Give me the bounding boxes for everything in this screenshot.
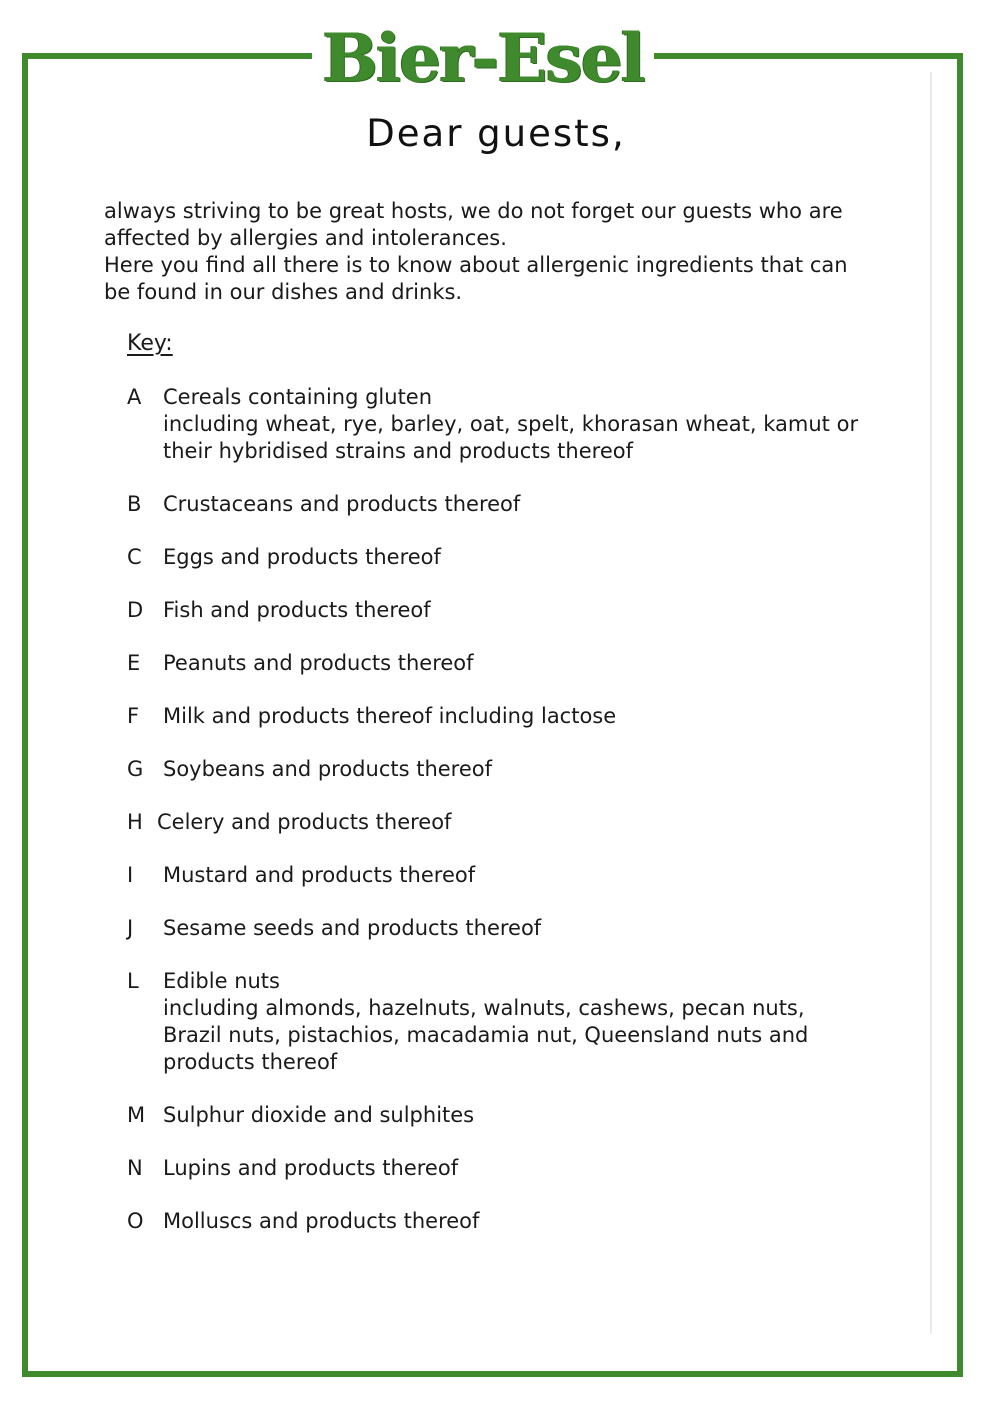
- brand-logo: Bier-Esel: [322, 19, 644, 97]
- intro-paragraph: [104, 198, 904, 306]
- allergen-item-j: [127, 915, 907, 942]
- allergen-item-h: [127, 809, 907, 836]
- allergen-title: Fish and products thereof: [163, 598, 431, 622]
- allergen-item-e: [127, 650, 907, 677]
- intro-line: always striving to be great hosts, we do not forget our guests who are: [104, 199, 843, 223]
- allergen-letter: C: [127, 545, 142, 569]
- allergen-letter: B: [127, 492, 142, 516]
- allergen-item-g: [127, 756, 907, 783]
- divider-line: [930, 72, 932, 1334]
- allergen-item-l: [127, 968, 907, 1076]
- allergen-detail: products thereof: [163, 1050, 338, 1074]
- intro-line: Here you find all there is to know about allergenic ingredients that can: [104, 253, 848, 277]
- allergen-title: Eggs and products thereof: [163, 545, 441, 569]
- allergen-letter: F: [127, 704, 140, 728]
- allergen-letter: I: [127, 863, 134, 887]
- allergen-detail: their hybridised strains and products thereof: [163, 439, 633, 463]
- allergen-item-o: [127, 1208, 907, 1235]
- allergen-detail: including wheat, rye, barley, oat, spelt, khorasan wheat, kamut or: [163, 412, 859, 436]
- allergen-letter: A: [127, 385, 142, 409]
- allergen-letter: J: [127, 916, 134, 940]
- allergen-letter: L: [127, 969, 139, 993]
- allergen-title: Celery and products thereof: [157, 810, 452, 834]
- allergen-detail: Brazil nuts, pistachios, macadamia nut, Queensland nuts and: [163, 1023, 809, 1047]
- allergen-item-f: [127, 703, 907, 730]
- allergen-detail: including almonds, hazelnuts, walnuts, cashews, pecan nuts,: [163, 996, 805, 1020]
- allergen-title: Lupins and products thereof: [163, 1156, 459, 1180]
- allergen-letter: E: [127, 651, 141, 675]
- allergen-list: [127, 384, 907, 1261]
- allergen-text: [163, 968, 907, 1076]
- allergen-title: Soybeans and products thereof: [163, 757, 493, 781]
- allergen-letter: O: [127, 1209, 144, 1233]
- allergen-item-d: [127, 597, 907, 624]
- allergen-title: Mustard and products thereof: [163, 863, 476, 887]
- intro-line: be found in our dishes and drinks.: [104, 280, 463, 304]
- allergen-letter: G: [127, 757, 144, 781]
- allergen-title: Milk and products thereof including lactose: [163, 704, 617, 728]
- allergen-item-n: [127, 1155, 907, 1182]
- allergen-letter: N: [127, 1156, 143, 1180]
- key-heading: Key:: [127, 331, 173, 356]
- allergen-title: Crustaceans and products thereof: [163, 492, 521, 516]
- allergen-item-m: [127, 1102, 907, 1129]
- allergen-title: Molluscs and products thereof: [163, 1209, 480, 1233]
- allergen-letter: M: [127, 1103, 146, 1127]
- allergen-title: Sulphur dioxide and sulphites: [163, 1103, 475, 1127]
- allergen-title: Sesame seeds and products thereof: [163, 916, 542, 940]
- allergen-title: Peanuts and products thereof: [163, 651, 474, 675]
- page-title: Dear guests,: [366, 112, 626, 155]
- allergen-title: Edible nuts: [163, 969, 280, 993]
- allergen-item-a: [127, 384, 907, 465]
- allergen-item-i: [127, 862, 907, 889]
- intro-line: affected by allergies and intolerances.: [104, 226, 507, 250]
- allergen-item-c: [127, 544, 907, 571]
- allergen-letter: D: [127, 598, 144, 622]
- allergen-item-b: [127, 491, 907, 518]
- allergen-title: Cereals containing gluten: [163, 385, 433, 409]
- allergen-text: [163, 384, 907, 465]
- allergen-letter: H: [127, 810, 143, 834]
